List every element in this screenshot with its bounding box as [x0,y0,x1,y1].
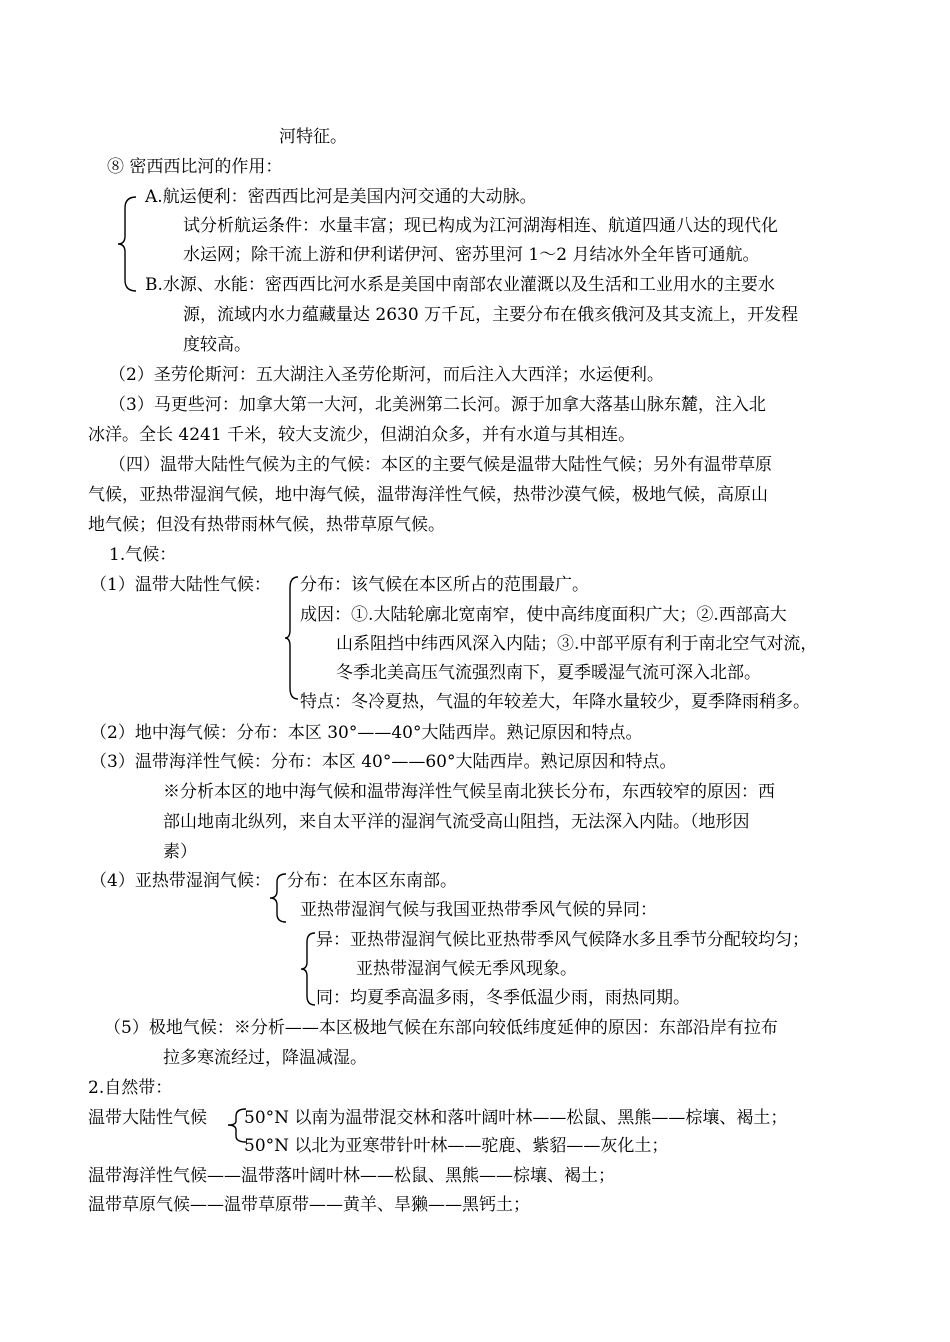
text-line: 1.气候： [109,545,177,565]
text-line: （2）地中海气候：分布：本区 30°——40°大陆西岸。熟记原因和特点。 [90,723,643,743]
text-line: （2）圣劳伦斯河：五大湖注入圣劳伦斯河，而后注入大西洋；水运便利。 [109,365,664,385]
text-line: 部山地南北纵列，来自太平洋的湿润气流受高山阻挡，无法深入内陆。（地形因 [163,812,750,832]
text-line: 分布：在本区东南部。 [287,871,457,891]
text-line: 度较高。 [183,335,251,355]
text-line: A.航运便利：密西西比河是美国内河交通的大动脉。 [145,187,537,207]
text-line: 源，流域内水力蕴藏量达 2630 万千瓦，主要分布在俄亥俄河及其支流上，开发程 [183,305,799,325]
text-line: （4）亚热带湿润气候： [90,871,271,891]
text-line: 素） [163,842,197,862]
text-line: （5）极地气候：※分析——本区极地气候在东部向较低纬度延伸的原因：东部沿岸有拉布 [104,1018,778,1038]
text-line: 50°N 以北为亚寒带针叶林——驼鹿、紫貂——灰化土； [244,1136,669,1156]
text-line: （1）温带大陆性气候： [90,575,271,595]
text-line: 温带海洋性气候——温带落叶阔叶林——松鼠、黑熊——棕壤、褐土； [88,1166,615,1186]
text-line: 亚热带湿润气候无季风现象。 [356,959,577,979]
text-line: 山系阻挡中纬西风深入内陆；③.中部平原有利于南北空气对流， [336,634,818,654]
text-line: 地气候；但没有热带雨林气候，热带草原气候。 [88,515,445,535]
text-line: B.水源、水能：密西西比河水系是美国中南部农业灌溉以及生活和工业用水的主要水 [145,275,775,295]
text-line: （四）温带大陆性气候为主的气候：本区的主要气候是温带大陆性气候；另外有温带草原 [109,455,772,475]
text-line: 50°N 以南为温带混交林和落叶阔叶林——松鼠、黑熊——棕壤、褐土； [244,1108,788,1128]
text-line: 亚热带湿润气候与我国亚热带季风气候的异同： [300,900,657,920]
text-line: 河特征。 [279,127,347,147]
text-line: 拉多寒流经过，降温减湿。 [163,1048,367,1068]
text-line: ⑧ 密西西比河的作用： [107,157,283,177]
text-line: 水运网；除干流上游和伊利诺伊河、密苏里河 1～2 月结冰外全年皆可通航。 [183,245,760,265]
text-line: 2.自然带： [88,1078,173,1098]
brace-shape [116,196,140,292]
text-line: 气候，亚热带湿润气候，地中海气候，温带海洋性气候，热带沙漠气候，极地气候，高原山 [88,485,768,505]
text-line: （3）温带海洋性气候：分布：本区 40°——60°大陆西岸。熟记原因和特点。 [90,752,677,772]
text-line: 分布：该气候在本区所占的范围最广。 [300,575,589,595]
text-line: 同：均夏季高温多雨，冬季低温少雨，雨热同期。 [316,988,690,1008]
text-line: 试分析航运条件：水量丰富；现已构成为江河湖海相连、航道四通八达的现代化 [183,216,778,236]
text-line: （3）马更些河：加拿大第一大河，北美洲第二长河。源于加拿大落基山脉东麓，注入北 [109,395,766,415]
text-line: 异：亚热带湿润气候比亚热带季风气候降水多且季节分配较均匀； [316,930,809,950]
text-line: 冰洋。全长 4241 千米，较大支流少，但湖泊众多，并有水道与其相连。 [88,425,636,445]
text-line: 冬季北美高压气流强烈南下，夏季暖湿气流可深入北部。 [336,663,761,683]
text-line: 成因：①.大陆轮廓北宽南窄，使中高纬度面积广大；②.西部高大 [300,605,787,625]
text-line: 特点：冬冷夏热，气温的年较差大，年降水量较少，夏季降雨稍多。 [300,692,810,712]
text-line: ※分析本区的地中海气候和温带海洋性气候呈南北狭长分布，东西较窄的原因：西 [163,782,775,802]
text-line: 温带草原气候——温带草原带——黄羊、旱獭——黑钙土； [88,1195,530,1215]
text-line: 温带大陆性气候 [88,1108,207,1128]
